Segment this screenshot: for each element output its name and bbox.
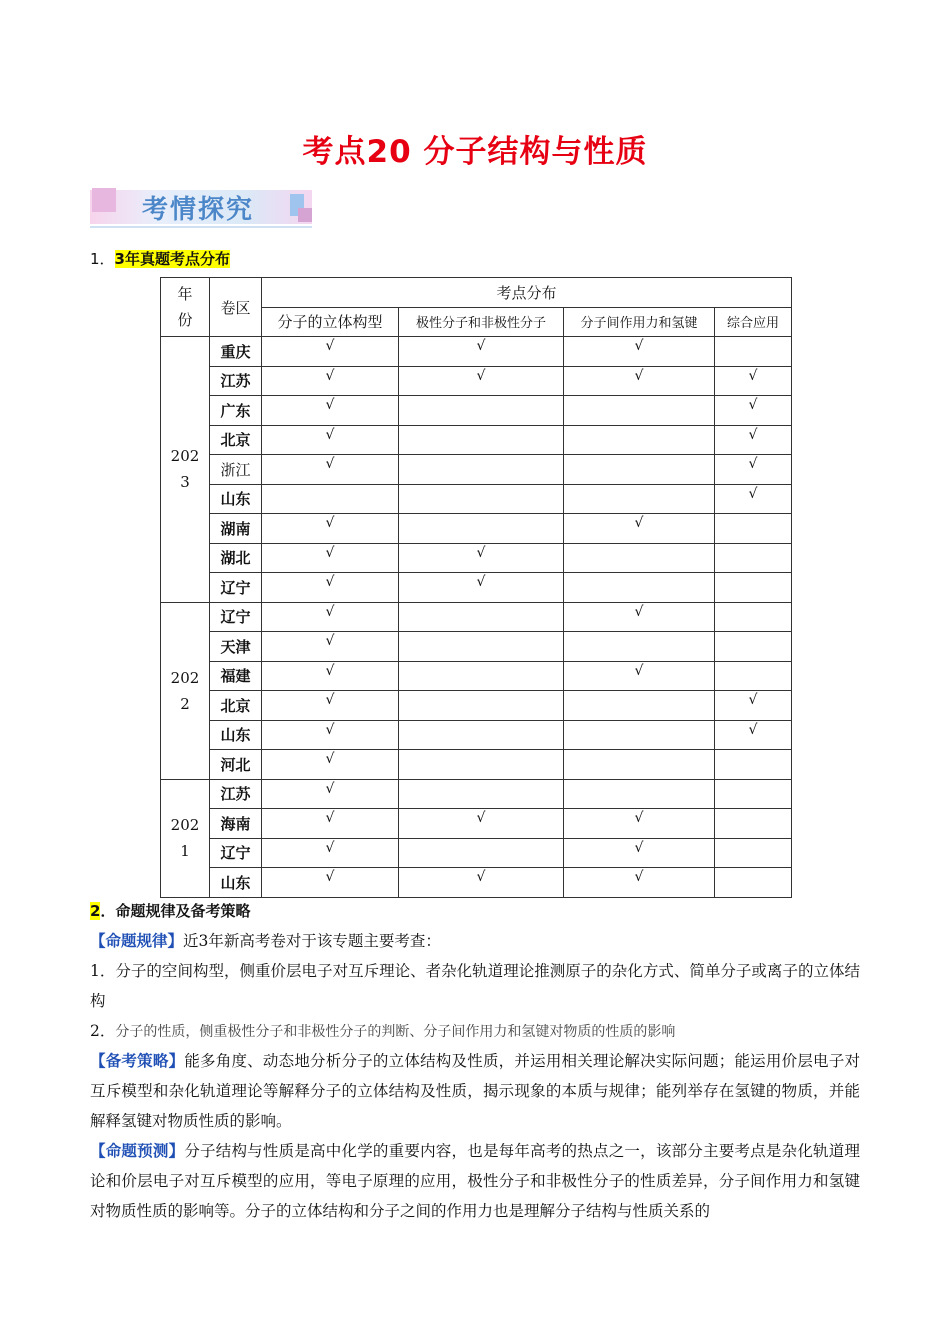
mark-cell <box>262 750 399 780</box>
region-cell: 湖北 <box>210 543 262 573</box>
region-cell: 辽宁 <box>210 573 262 603</box>
mark-cell <box>399 573 564 603</box>
table-row <box>161 425 792 455</box>
mark-cell <box>399 750 564 780</box>
region-cell: 北京 <box>210 425 262 455</box>
mark-cell <box>262 573 399 603</box>
check-mark: √ <box>748 397 758 414</box>
region-cell: 广东 <box>210 396 262 426</box>
check-mark: √ <box>325 780 335 797</box>
region-cell: 重庆 <box>210 337 262 367</box>
rule-text: 近3年新高考卷对于该专题主要考查： <box>183 932 441 950</box>
mark-cell <box>715 750 792 780</box>
check-mark: √ <box>476 338 486 355</box>
year-cell: 202 3 <box>161 337 210 603</box>
table-row <box>161 750 792 780</box>
table-header-row <box>161 278 792 308</box>
check-mark: √ <box>325 397 335 414</box>
mark-cell <box>262 425 399 455</box>
check-mark: √ <box>325 869 335 886</box>
region-cell: 湖南 <box>210 514 262 544</box>
table-row <box>161 573 792 603</box>
mark-cell <box>564 396 715 426</box>
check-mark: √ <box>325 426 335 443</box>
mark-cell <box>399 543 564 573</box>
mark-cell <box>564 573 715 603</box>
mark-cell <box>399 366 564 396</box>
mark-cell <box>262 838 399 868</box>
section-2-label: ．命题规律及备考策略 <box>100 902 251 920</box>
banner-square-violet <box>298 208 312 222</box>
header-col-1: 极性分子和非极性分子 <box>399 307 564 337</box>
strategy-text: 能多角度、动态地分析分子的立体结构及性质，并运用相关理论解决实际问题；能运用价层电子对互斥模型和杂化轨道理论等解释分子的立体结构及性质，揭示现象的本质与规律；能列举存在氢键的物质，并能解释氢键对物质性质的影响。 <box>90 1052 860 1130</box>
check-mark: √ <box>325 839 335 856</box>
mark-cell <box>564 543 715 573</box>
mark-cell <box>715 691 792 721</box>
section-1-number: 1． <box>90 250 115 268</box>
check-mark: √ <box>476 869 486 886</box>
mark-cell <box>564 425 715 455</box>
table-row <box>161 809 792 839</box>
banner-square-pink <box>92 188 116 212</box>
header-col-0: 分子的立体构型 <box>262 307 399 337</box>
check-mark: √ <box>325 603 335 620</box>
mark-cell <box>399 809 564 839</box>
mark-cell <box>399 425 564 455</box>
check-mark: √ <box>748 456 758 473</box>
table-row <box>161 779 792 809</box>
strategy-paragraph <box>90 1046 860 1136</box>
mark-cell <box>262 366 399 396</box>
table-row <box>161 720 792 750</box>
mark-cell <box>399 514 564 544</box>
mark-cell <box>399 455 564 485</box>
mark-cell <box>564 691 715 721</box>
rule-paragraph <box>90 926 860 956</box>
mark-cell <box>564 779 715 809</box>
table-row <box>161 366 792 396</box>
mark-cell <box>715 720 792 750</box>
mark-cell <box>564 455 715 485</box>
region-cell: 山东 <box>210 484 262 514</box>
mark-cell <box>564 602 715 632</box>
check-mark: √ <box>748 721 758 738</box>
check-mark: √ <box>325 721 335 738</box>
check-mark: √ <box>325 810 335 827</box>
check-mark: √ <box>325 367 335 384</box>
mark-cell <box>564 514 715 544</box>
mark-cell <box>262 337 399 367</box>
mark-cell <box>399 720 564 750</box>
check-mark: √ <box>634 603 644 620</box>
table-row <box>161 661 792 691</box>
section-2-heading <box>90 900 250 921</box>
mark-cell <box>399 632 564 662</box>
region-cell: 河北 <box>210 750 262 780</box>
table-row <box>161 543 792 573</box>
region-cell: 北京 <box>210 691 262 721</box>
mark-cell <box>399 868 564 898</box>
table-row <box>161 691 792 721</box>
mark-cell <box>399 779 564 809</box>
rule-tag: 【命题规律】 <box>90 932 184 950</box>
table-row <box>161 838 792 868</box>
mark-cell <box>399 602 564 632</box>
region-cell: 辽宁 <box>210 838 262 868</box>
check-mark: √ <box>634 367 644 384</box>
table-row <box>161 514 792 544</box>
mark-cell <box>715 366 792 396</box>
mark-cell <box>262 632 399 662</box>
header-distribution: 考点分布 <box>262 278 792 308</box>
check-mark: √ <box>634 515 644 532</box>
header-region: 卷区 <box>210 278 262 337</box>
mark-cell <box>564 632 715 662</box>
prediction-text: 分子结构与性质是高中化学的重要内容，也是每年高考的热点之一，该部分主要考点是杂化轨道理论和价层电子对互斥模型的应用，等电子原理的应用，极性分子和非极性分子的性质差异，分子间作用力和氢键对物质性质的影响等。分子的立体结构和分子之间的作用力也是理解分子结构与性质关系的 <box>90 1142 860 1220</box>
mark-cell <box>399 838 564 868</box>
mark-cell <box>715 809 792 839</box>
mark-cell <box>564 809 715 839</box>
check-mark: √ <box>325 338 335 355</box>
banner-underline <box>90 226 312 228</box>
strategy-tag: 【备考策略】 <box>90 1052 185 1070</box>
table-row <box>161 868 792 898</box>
rule-item-1: 1．分子的空间构型，侧重价层电子对互斥理论、者杂化轨道理论推测原子的杂化方式、简单分子或离子的立体结构 <box>90 962 860 1010</box>
mark-cell <box>564 868 715 898</box>
check-mark: √ <box>748 485 758 502</box>
mark-cell <box>262 602 399 632</box>
mark-cell <box>262 720 399 750</box>
check-mark: √ <box>325 544 335 561</box>
region-cell: 海南 <box>210 809 262 839</box>
mark-cell <box>262 514 399 544</box>
check-mark: √ <box>634 810 644 827</box>
check-mark: √ <box>748 426 758 443</box>
check-mark: √ <box>748 367 758 384</box>
mark-cell <box>262 661 399 691</box>
mark-cell <box>715 543 792 573</box>
region-cell: 辽宁 <box>210 602 262 632</box>
table-row <box>161 484 792 514</box>
mark-cell <box>715 484 792 514</box>
region-cell: 福建 <box>210 661 262 691</box>
check-mark: √ <box>476 574 486 591</box>
mark-cell <box>399 691 564 721</box>
mark-cell <box>715 573 792 603</box>
section-banner <box>90 186 312 230</box>
prediction-tag: 【命题预测】 <box>90 1142 185 1160</box>
mark-cell <box>262 455 399 485</box>
mark-cell <box>564 661 715 691</box>
mark-cell <box>262 543 399 573</box>
region-cell: 山东 <box>210 868 262 898</box>
mark-cell <box>715 779 792 809</box>
year-cell: 202 1 <box>161 779 210 897</box>
rule-item-2-text: 分子的性质，侧重极性分子和非极性分子的判断、分子间作用力和氢键对物质的性质的影响 <box>115 1024 676 1040</box>
mark-cell <box>399 484 564 514</box>
header-year: 年 份 <box>161 278 210 337</box>
exam-distribution-table <box>160 277 792 898</box>
table-row <box>161 337 792 367</box>
check-mark: √ <box>748 692 758 709</box>
banner-label: 考情探究 <box>142 195 255 225</box>
rule-item-2 <box>90 1016 860 1047</box>
check-mark: √ <box>634 839 644 856</box>
region-cell: 天津 <box>210 632 262 662</box>
check-mark: √ <box>476 544 486 561</box>
mark-cell <box>715 838 792 868</box>
mark-cell <box>715 396 792 426</box>
check-mark: √ <box>325 633 335 650</box>
check-mark: √ <box>325 515 335 532</box>
mark-cell <box>715 661 792 691</box>
section-2-number: 2 <box>90 902 101 920</box>
region-cell: 山东 <box>210 720 262 750</box>
mark-cell <box>715 632 792 662</box>
check-mark: √ <box>634 869 644 886</box>
table-row <box>161 632 792 662</box>
check-mark: √ <box>634 338 644 355</box>
header-col-2: 分子间作用力和氢键 <box>564 307 715 337</box>
table-row <box>161 396 792 426</box>
mark-cell <box>564 750 715 780</box>
check-mark: √ <box>325 692 335 709</box>
mark-cell <box>715 868 792 898</box>
prediction-paragraph <box>90 1136 860 1226</box>
mark-cell <box>564 720 715 750</box>
mark-cell <box>564 484 715 514</box>
mark-cell <box>399 337 564 367</box>
year-cell: 202 2 <box>161 602 210 779</box>
region-cell: 江苏 <box>210 779 262 809</box>
mark-cell <box>262 484 399 514</box>
section-1-label: 3年真题考点分布 <box>114 250 230 268</box>
mark-cell <box>715 455 792 485</box>
mark-cell <box>564 366 715 396</box>
region-cell: 江苏 <box>210 366 262 396</box>
mark-cell <box>399 661 564 691</box>
mark-cell <box>564 838 715 868</box>
table-row <box>161 455 792 485</box>
mark-cell <box>262 779 399 809</box>
mark-cell <box>262 396 399 426</box>
check-mark: √ <box>325 751 335 768</box>
mark-cell <box>399 396 564 426</box>
rule-item-2-number: 2． <box>90 1022 116 1040</box>
check-mark: √ <box>325 662 335 679</box>
mark-cell <box>262 809 399 839</box>
mark-cell <box>715 425 792 455</box>
check-mark: √ <box>634 662 644 679</box>
mark-cell <box>715 602 792 632</box>
section-1-heading <box>90 248 230 269</box>
check-mark: √ <box>325 456 335 473</box>
check-mark: √ <box>325 574 335 591</box>
mark-cell <box>715 514 792 544</box>
mark-cell <box>564 337 715 367</box>
mark-cell <box>262 868 399 898</box>
page-title: 考点20 分子结构与性质 <box>302 134 648 170</box>
table-row <box>161 602 792 632</box>
region-cell: 浙江 <box>210 455 262 485</box>
check-mark: √ <box>476 810 486 827</box>
mark-cell <box>262 691 399 721</box>
header-col-3: 综合应用 <box>715 307 792 337</box>
mark-cell <box>715 337 792 367</box>
check-mark: √ <box>476 367 486 384</box>
